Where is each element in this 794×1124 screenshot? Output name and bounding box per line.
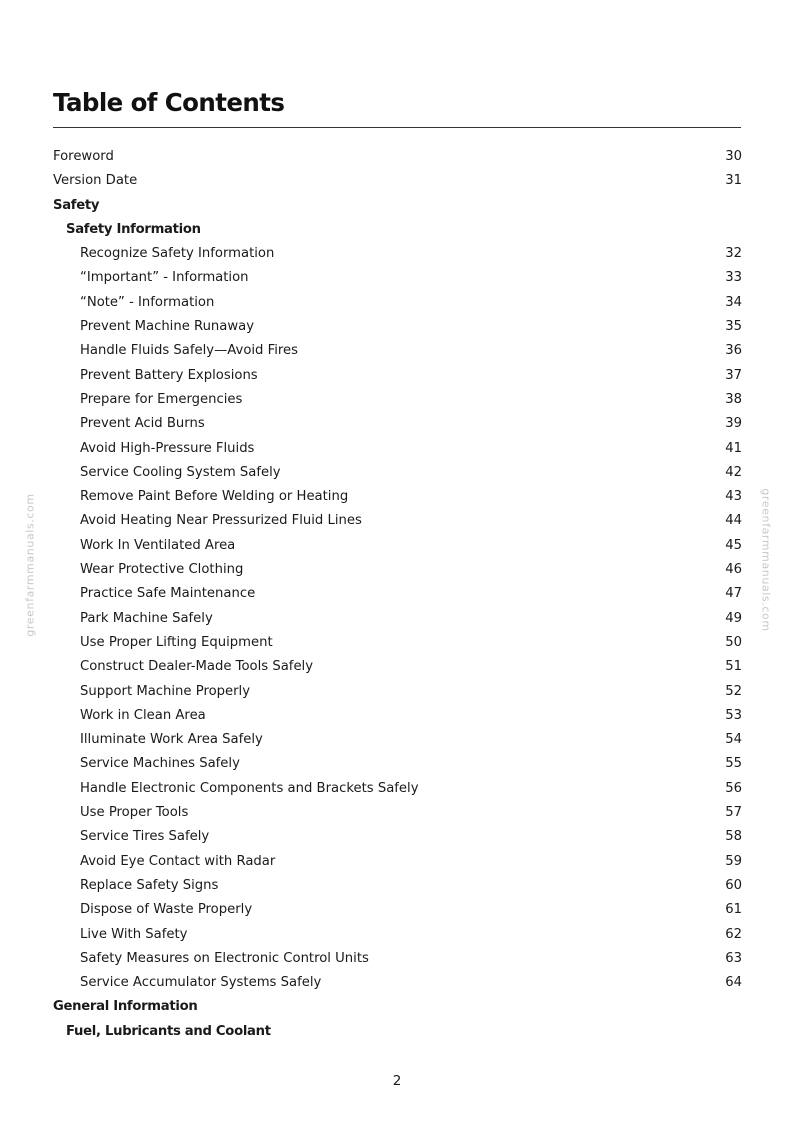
toc-entry[interactable] [53, 339, 742, 363]
toc-entry[interactable] [53, 631, 742, 655]
toc-entry-label: Park Machine Safely [80, 610, 213, 626]
toc-entry[interactable] [53, 655, 742, 679]
toc-entry[interactable] [53, 364, 742, 388]
toc-entry-label: Service Tires Safely [80, 829, 210, 845]
toc-entry-label: Work in Clean Area [80, 707, 206, 723]
toc-entry-page-number: 64 [725, 975, 742, 991]
toc-entry[interactable] [53, 898, 742, 922]
toc-entry[interactable] [53, 509, 742, 533]
toc-entry[interactable] [53, 728, 742, 752]
watermark-left: greenfarmmanuals.com [23, 493, 37, 637]
toc-entry[interactable] [53, 558, 742, 582]
toc-entry-page-number: 35 [725, 319, 742, 335]
toc-entry-label: “Important” - Information [80, 270, 249, 286]
toc-entry[interactable] [53, 825, 742, 849]
toc-entry-label: Handle Fluids Safely—Avoid Fires [80, 343, 299, 359]
toc-entry[interactable] [53, 145, 742, 169]
toc-entry-label: Prepare for Emergencies [80, 391, 243, 407]
toc-entry-label: Illuminate Work Area Safely [80, 732, 263, 748]
toc-entry-page-number: 61 [725, 902, 742, 918]
toc-entry[interactable] [53, 850, 742, 874]
toc-entry[interactable] [53, 947, 742, 971]
toc-entry-label: Recognize Safety Information [80, 246, 275, 262]
toc-entry-page-number: 43 [725, 489, 742, 505]
toc-entry[interactable] [53, 485, 742, 509]
toc-entry-label: Avoid Heating Near Pressurized Fluid Lines [80, 513, 362, 529]
toc-entry-page-number: 36 [725, 343, 742, 359]
toc-entry-label: Prevent Machine Runaway [80, 319, 255, 335]
toc-entry-label: General Information [53, 999, 198, 1015]
toc-entry-page-number: 31 [725, 173, 742, 189]
toc-entry-label: Construct Dealer-Made Tools Safely [80, 659, 314, 675]
toc-entry-label: Replace Safety Signs [80, 877, 219, 893]
toc-entry[interactable] [53, 315, 742, 339]
toc-entry[interactable] [53, 874, 742, 898]
toc-section-heading [53, 194, 742, 218]
toc-entry-label: Service Cooling System Safely [80, 464, 281, 480]
toc-entry-label: Version Date [53, 173, 138, 189]
table-of-contents [53, 145, 742, 1044]
toc-entry[interactable] [53, 680, 742, 704]
toc-entry[interactable] [53, 437, 742, 461]
toc-entry-label: Service Machines Safely [80, 756, 240, 772]
toc-entry-page-number: 60 [725, 877, 742, 893]
toc-entry-label: Fuel, Lubricants and Coolant [66, 1023, 271, 1039]
toc-entry-page-number: 42 [725, 464, 742, 480]
toc-entry[interactable] [53, 242, 742, 266]
toc-entry[interactable] [53, 291, 742, 315]
toc-entry-page-number: 62 [725, 926, 742, 942]
toc-entry-label: Use Proper Tools [80, 805, 189, 821]
toc-entry-label: Live With Safety [80, 926, 188, 942]
toc-entry-page-number: 32 [725, 246, 742, 262]
toc-entry-label: Safety [53, 197, 100, 213]
toc-entry-page-number: 56 [725, 780, 742, 796]
toc-entry[interactable] [53, 607, 742, 631]
toc-entry[interactable] [53, 704, 742, 728]
toc-entry[interactable] [53, 412, 742, 436]
toc-entry[interactable] [53, 752, 742, 776]
toc-entry-label: Avoid High-Pressure Fluids [80, 440, 255, 456]
toc-entry-page-number: 37 [725, 367, 742, 383]
toc-entry-page-number: 55 [725, 756, 742, 772]
toc-entry-label: Avoid Eye Contact with Radar [80, 853, 276, 869]
toc-entry-page-number: 59 [725, 853, 742, 869]
toc-entry-label: Handle Electronic Components and Brackets Safely [80, 780, 419, 796]
toc-entry[interactable] [53, 971, 742, 995]
toc-entry-page-number: 38 [725, 391, 742, 407]
toc-entry-label: Practice Safe Maintenance [80, 586, 256, 602]
toc-entry[interactable] [53, 388, 742, 412]
toc-entry-label: Use Proper Lifting Equipment [80, 634, 273, 650]
toc-entry-page-number: 30 [725, 149, 742, 164]
page-title: Table of Contents [53, 88, 285, 117]
toc-section-heading [53, 218, 742, 242]
toc-entry-page-number: 39 [725, 416, 742, 432]
toc-entry-label: Prevent Battery Explosions [80, 367, 258, 383]
toc-entry-label: “Note” - Information [80, 294, 215, 310]
toc-entry-page-number: 54 [725, 732, 742, 748]
title-divider [53, 127, 741, 128]
toc-entry-label: Work In Ventilated Area [80, 537, 236, 553]
toc-entry-label: Dispose of Waste Properly [80, 902, 253, 918]
toc-entry[interactable] [53, 534, 742, 558]
toc-entry-label: Wear Protective Clothing [80, 562, 244, 578]
toc-entry-page-number: 45 [725, 537, 742, 553]
toc-entry-page-number: 34 [725, 294, 742, 310]
toc-entry-label: Safety Measures on Electronic Control Units [80, 950, 369, 966]
toc-entry-page-number: 52 [725, 683, 742, 699]
toc-section-heading [53, 1020, 742, 1044]
toc-entry-page-number: 51 [725, 659, 742, 675]
toc-entry-page-number: 47 [725, 586, 742, 602]
toc-entry-page-number: 58 [725, 829, 742, 845]
page-number: 2 [392, 1073, 402, 1089]
toc-entry-label: Remove Paint Before Welding or Heating [80, 489, 349, 505]
toc-entry-label: Support Machine Properly [80, 683, 251, 699]
toc-entry[interactable] [53, 461, 742, 485]
toc-entry[interactable] [53, 801, 742, 825]
toc-entry[interactable] [53, 582, 742, 606]
toc-entry-label: Service Accumulator Systems Safely [80, 975, 322, 991]
toc-entry[interactable] [53, 923, 742, 947]
toc-entry-label: Prevent Acid Burns [80, 416, 205, 432]
toc-entry-page-number: 46 [725, 562, 742, 578]
toc-entry[interactable] [53, 777, 742, 801]
toc-entry-page-number: 33 [725, 270, 742, 286]
toc-entry-page-number: 44 [725, 513, 742, 529]
toc-entry-page-number: 41 [725, 440, 742, 456]
toc-entry[interactable] [53, 266, 742, 290]
toc-entry-page-number: 53 [725, 707, 742, 723]
toc-entry-page-number: 50 [725, 634, 742, 650]
toc-entry[interactable] [53, 169, 742, 193]
toc-section-heading [53, 995, 742, 1019]
toc-entry-label: Safety Information [66, 221, 201, 237]
toc-entry-label: Foreword [53, 149, 114, 164]
toc-entry-page-number: 49 [725, 610, 742, 626]
watermark-right: greenfarmmanuals.com [759, 488, 773, 632]
toc-entry-page-number: 57 [725, 805, 742, 821]
toc-entry-page-number: 63 [725, 950, 742, 966]
